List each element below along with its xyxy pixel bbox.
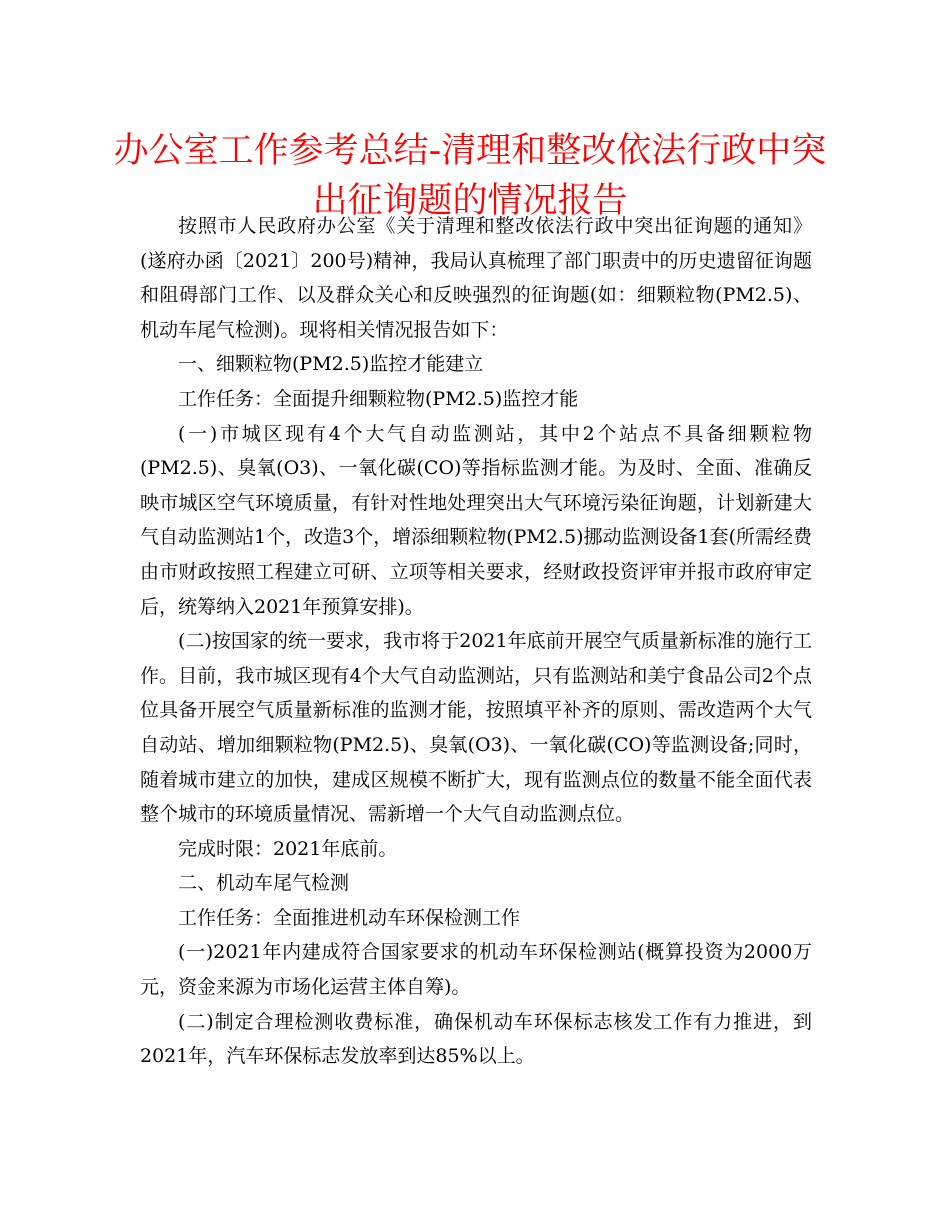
document-body bbox=[140, 209, 812, 1074]
intro-paragraph: 按照市人民政府办公室《关于清理和整改依法行政中突出征询题的通知》(遂府办函〔2021〕200号)精神，我局认真梳理了部门职责中的历史遗留征询题和阻碍部门工作、以及群众关心和反映强烈的征询题(如：细颗粒物(PM2.5)、机动车尾气检测)。现将相关情况报告如下： bbox=[140, 215, 812, 341]
pm25-deadline: 完成时限：2021年底前。 bbox=[178, 837, 398, 860]
section-heading-pm25: 一、细颗粒物(PM2.5)监控才能建立 bbox=[178, 353, 484, 376]
pm25-item-2: (二)按国家的统一要求，我市将于2021年底前开展空气质量新标准的施行工作。目前，我市城区现有4个大气自动监测站，只有监测站和美宁食品公司2个点位具备开展空气质量新标准的监测才能，按照填平补齐的原则、需改造两个大气自动站、增加细颗粒物(PM2.5)、臭氧(O3)、一氧化碳(CO)等监测设备;同时，随着城市建立的加快，建成区规模不断扩大，现有监测点位的数量不能全面代表整个城市的环境质量情况、需新增一个大气自动监测点位。 bbox=[140, 630, 812, 826]
task-pm25: 工作任务：全面提升细颗粒物(PM2.5)监控才能 bbox=[178, 387, 579, 410]
vehicle-item-2: (二)制定合理检测收费标准，确保机动车环保标志核发工作有力推进，到2021年，汽车环保标志发放率到达85%以上。 bbox=[140, 1010, 812, 1068]
task-vehicle: 工作任务：全面推进机动车环保检测工作 bbox=[178, 906, 521, 929]
document-title: 办公室工作参考总结-清理和整改依法行政中突出征询题的情况报告 bbox=[113, 131, 827, 221]
pm25-item-1: (一)市城区现有4个大气自动监测站，其中2个站点不具备细颗粒物(PM2.5)、臭氧(O3)、一氧化碳(CO)等指标监测才能。为及时、全面、准确反映市城区空气环境质量，有针对性地处理突出大气环境污染征询题，计划新建大气自动监测站1个，改造3个，增添细颗粒物(PM2.5)挪动监测设备1套(所需经费由市财政按照工程建立可研、立项等相关要求，经财政投资评审并报市政府审定后，统筹纳入2021年预算安排)。 bbox=[140, 422, 812, 618]
section-heading-vehicle: 二、机动车尾气检测 bbox=[178, 872, 350, 895]
vehicle-item-1: (一)2021年内建成符合国家要求的机动车环保检测站(概算投资为2000万元，资金来源为市场化运营主体自筹)。 bbox=[140, 941, 812, 999]
